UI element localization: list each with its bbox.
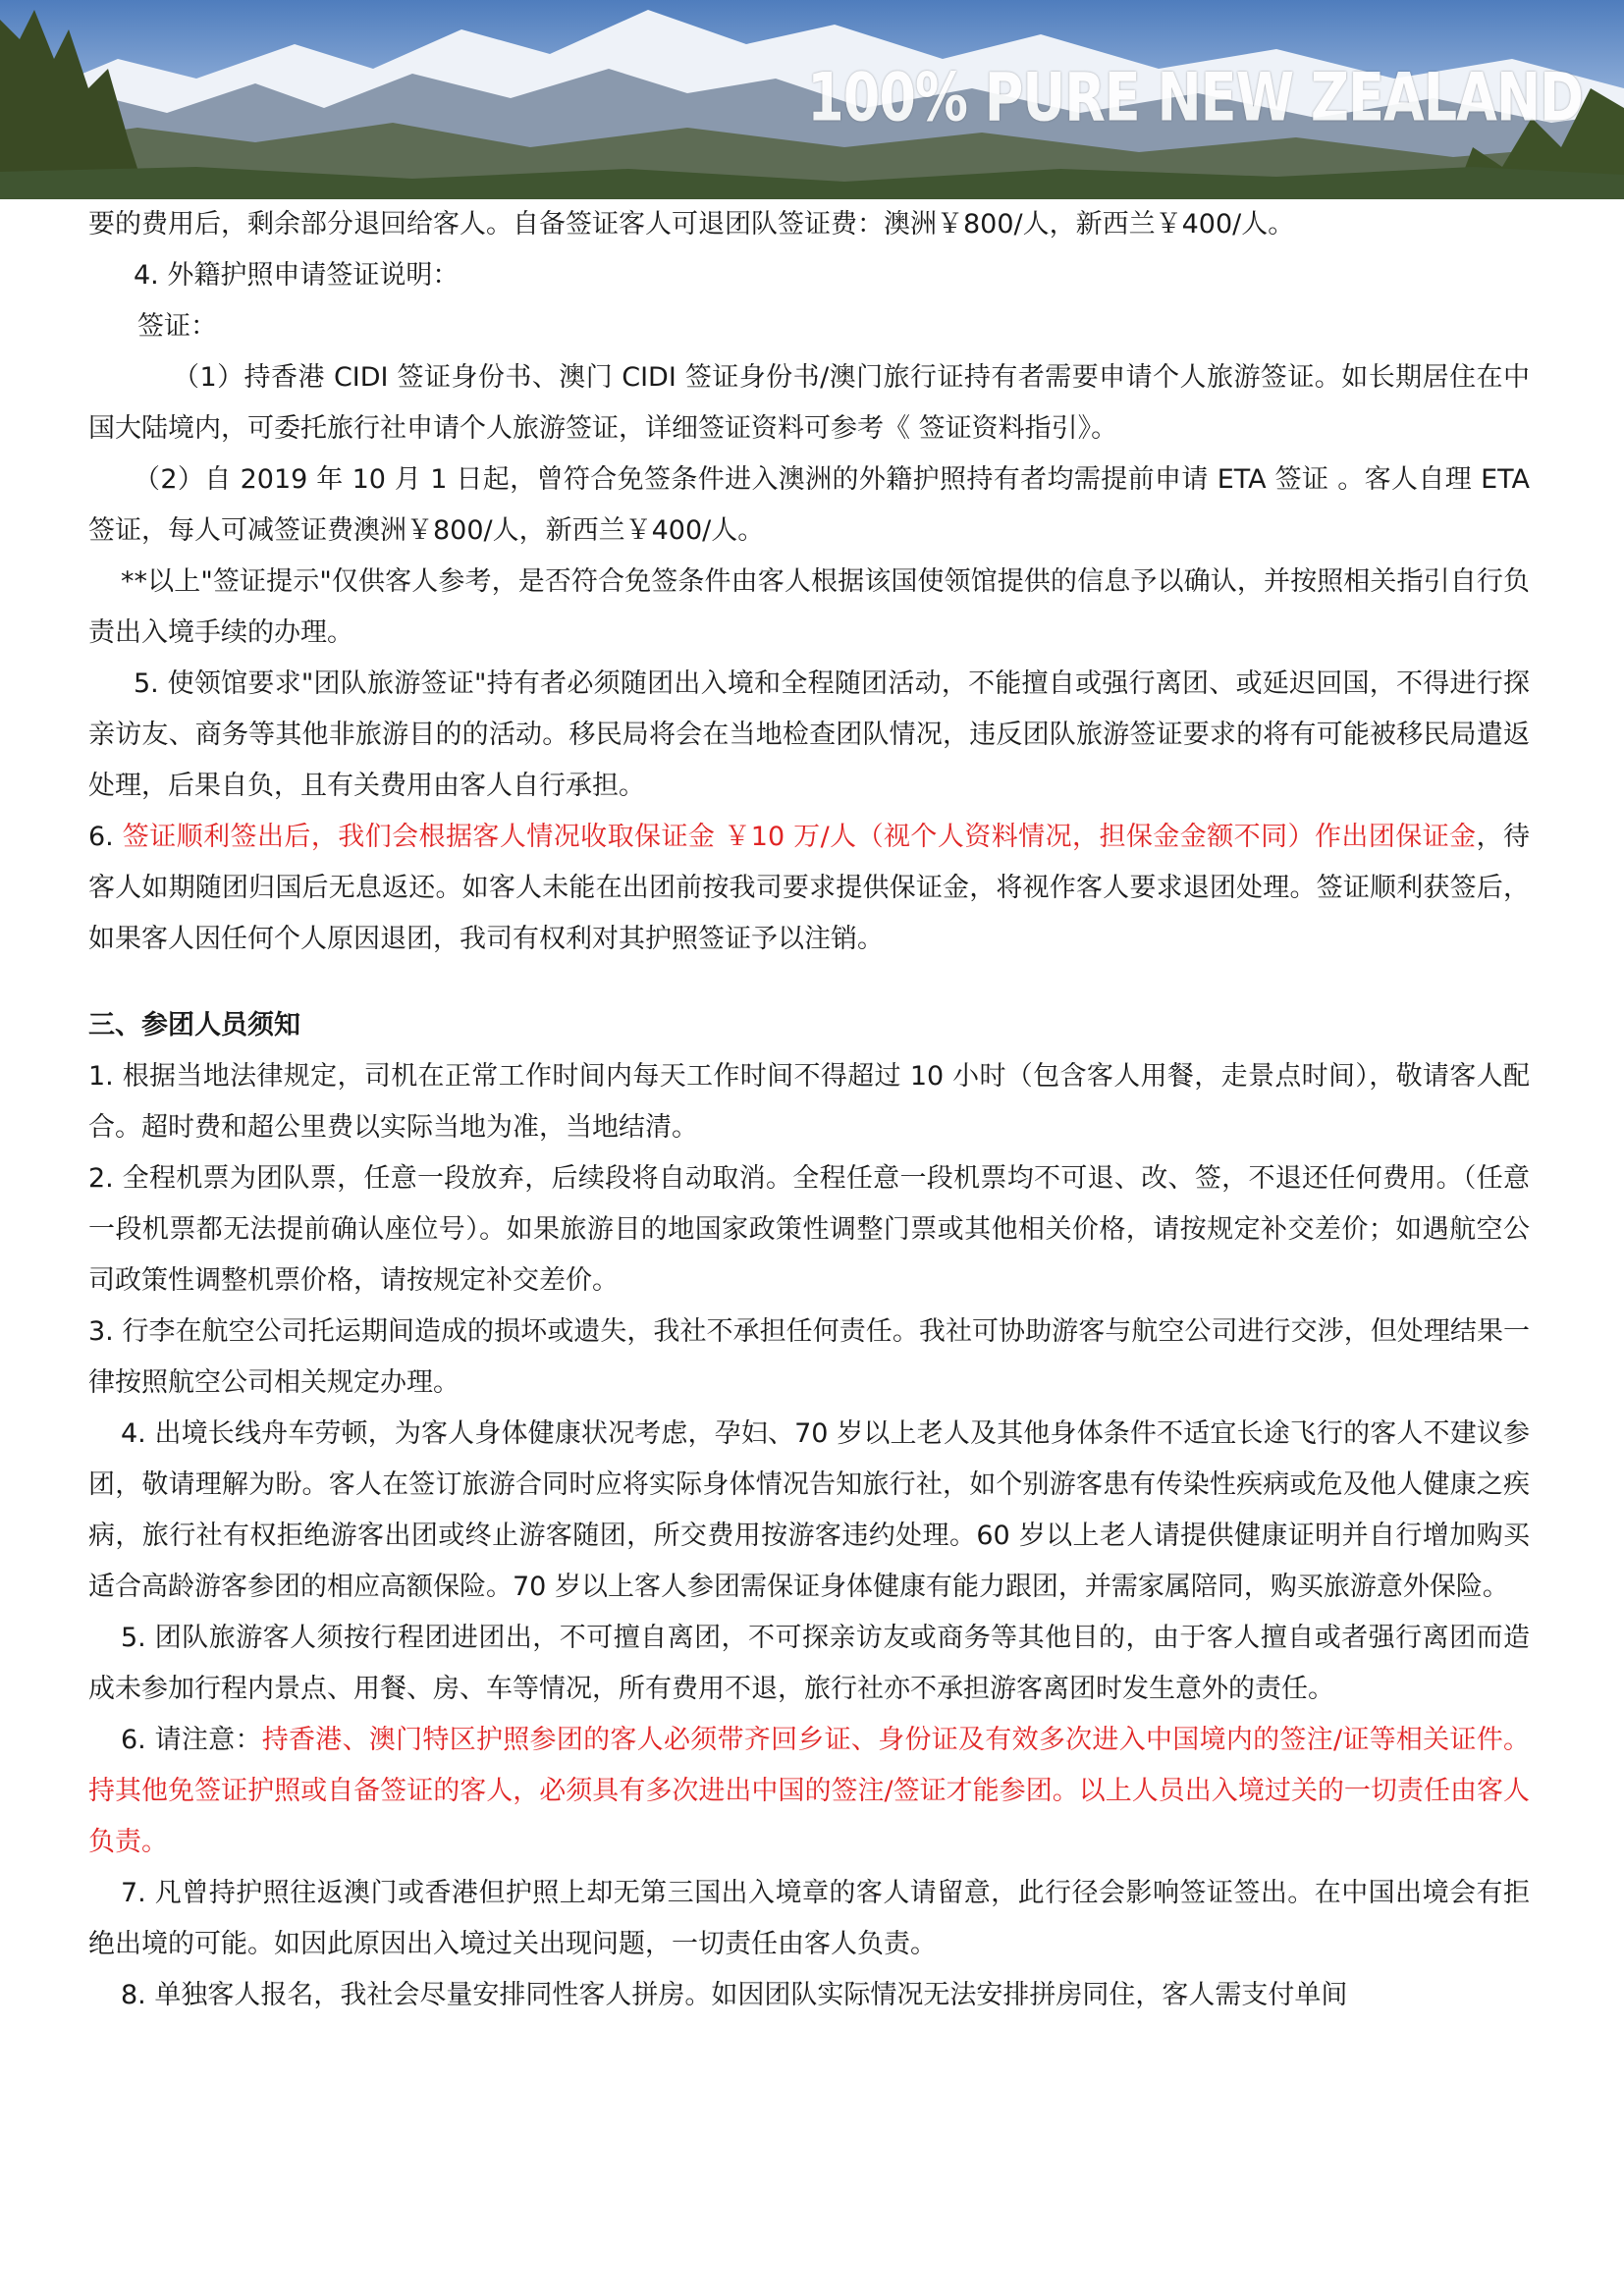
paragraph-6 [88,812,1530,965]
section-3-item-1: 1. 根据当地法律规定，司机在正常工作时间内每天工作时间不得超过 10 小时（包含客人用餐，走景点时间），敬请客人配合。超时费和超公里费以实际当地为准，当地结清。 [88,1061,1530,1143]
banner-title: 100% PURE NEW ZEALAND [807,59,1583,136]
paragraph-6-highlight: 签证顺利签出后，我们会根据客人情况收取保证金 ￥10 万/人（视个人资料情况，担保金金额不同）作出团保证金 [122,822,1477,852]
header-banner [0,0,1624,199]
section-gap [88,965,1530,1000]
section-3-item-6 [88,1715,1530,1868]
paragraph-6-number: 6. [88,822,123,852]
section-3-item-6-highlight: 持香港、澳门特区护照参团的客人必须带齐回乡证、身份证及有效多次进入中国境内的签注/证等相关证件。持其他免签证护照或自备签证的客人，必须具有多次进出中国的签注/签证才能参团。以上人员出入境过关的一切责任由客人负责。 [88,1725,1530,1857]
section-3-item-8: 8. 单独客人报名，我社会尽量安排同性客人拼房。如因团队实际情况无法安排拼房同住，客人需支付单间 [121,1980,1348,2010]
document-body [88,199,1530,2021]
paragraph-refund-continued: 要的费用后，剩余部分退回给客人。自备签证客人可退团队签证费：澳洲￥800/人，新西兰￥400/人。 [88,209,1295,240]
visa-label: 签证： [137,311,217,342]
paragraph-4-note: **以上"签证提示"仅供客人参考，是否符合免签条件由客人根据该国使领馆提供的信息予以确认，并按照相关指引自行负责出入境手续的办理。 [88,566,1530,648]
section-3-item-2: 2. 全程机票为团队票，任意一段放弃，后续段将自动取消。全程任意一段机票均不可退、改、签，不退还任何费用。（任意一段机票都无法提前确认座位号）。如果旅游目的地国家政策性调整门票或其他相关价格，请按规定补交差价；如遇航空公司政策性调整机票价格，请按规定补交差价。 [88,1163,1530,1296]
section-3-item-7: 7. 凡曾持护照往返澳门或香港但护照上却无第三国出入境章的客人请留意，此行径会影响签证签出。在中国出境会有拒绝出境的可能。如因此原因出入境过关出现问题，一切责任由客人负责。 [88,1878,1530,1959]
paragraph-4-1: （1）持香港 CIDI 签证身份书、澳门 CIDI 签证身份书/澳门旅行证持有者需要申请个人旅游签证。如长期居住在中国大陆境内，可委托旅行社申请个人旅游签证，详细签证资料可参考《 签证资料指引》。 [88,362,1530,444]
paragraph-5: 5. 使领馆要求"团队旅游签证"持有者必须随团出入境和全程随团活动，不能擅自或强行离团、或延迟回国，不得进行探亲访友、商务等其他非旅游目的的活动。移民局将会在当地检查团队情况，违反团队旅游签证要求的将有可能被移民局遣返处理，后果自负，且有关费用由客人自行承担。 [88,668,1530,801]
paragraph-4-title: 4. 外籍护照申请签证说明： [134,260,460,291]
section-3-title: 三、参团人员须知 [88,1010,300,1041]
section-3-item-4: 4. 出境长线舟车劳顿，为客人身体健康状况考虑，孕妇、70 岁以上老人及其他身体条件不适宜长途飞行的客人不建议参团，敬请理解为盼。客人在签订旅游合同时应将实际身体情况告知旅行社，如个别游客患有传染性疾病或危及他人健康之疾病，旅行社有权拒绝游客出团或终止游客随团，所交费用按游客违约处理。60 岁以上老人请提供健康证明并自行增加购买适合高龄游客参团的相应高额保险。70 岁以上客人参团需保证身体健康有能力跟团，并需家属陪同，购买旅游意外保险。 [88,1418,1530,1602]
section-3-item-3: 3. 行李在航空公司托运期间造成的损坏或遗失，我社不承担任何责任。我社可协助游客与航空公司进行交涉，但处理结果一律按照航空公司相关规定办理。 [88,1316,1530,1398]
paragraph-4-2: （2）自 2019 年 10 月 1 日起，曾符合免签条件进入澳洲的外籍护照持有者均需提前申请 ETA 签证 。客人自理 ETA 签证，每人可减签证费澳洲￥800/人，新西兰￥400/人。 [88,464,1530,546]
section-3-item-5: 5. 团队旅游客人须按行程团进团出，不可擅自离团，不可探亲访友或商务等其他目的，由于客人擅自或者强行离团而造成未参加行程内景点、用餐、房、车等情况，所有费用不退，旅行社亦不承担游客离团时发生意外的责任。 [88,1623,1530,1704]
paragraph-6-rest: ，待客人如期随团归国后无息返还。如客人未能在出团前按我司要求提供保证金，将视作客人要求退团处理。签证顺利获签后，如果客人因任何个人原因退团，我司有权利对其护照签证予以注销。 [88,822,1530,954]
section-3-item-6-label: 6. 请注意： [121,1725,262,1755]
